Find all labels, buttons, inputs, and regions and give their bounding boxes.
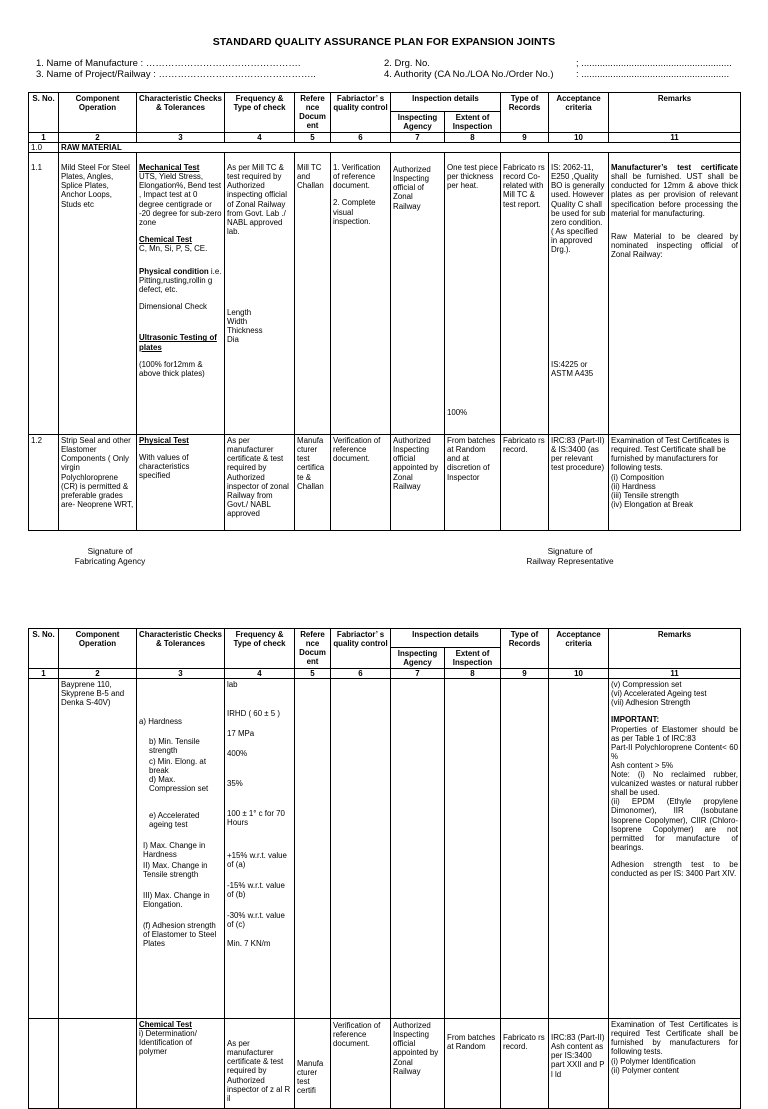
remarks-important: Properties of Elastomer should be as per Table 1 of IRC:83 Part-II Polychloroprene Content< 60 % Ash content > 5% Note: (i) No reclaimed rubber, vulcanized wastes or natural rubber shall be used. (ii) EPDM (Ethyle propylene Dimonomer), IIR (Isobutane Isoprene Copolymer), CIIR (Chloro-Isoprene Copolymer) are not permitted for manufacture of bearings. bbox=[611, 724, 738, 852]
checks-cell bbox=[137, 153, 225, 435]
check-value: -15% w.r.t. value of (b) bbox=[227, 881, 285, 900]
chemical-test-heading: Chemical Test bbox=[139, 234, 192, 244]
col-number: 9 bbox=[501, 669, 549, 679]
col-component-header: Component Operation bbox=[59, 93, 137, 133]
col-fabricator-qc-header: Fabriactor’ s quality control bbox=[331, 629, 391, 669]
check-value: 400% bbox=[227, 749, 248, 759]
col-acceptance-header: Acceptance criteria bbox=[549, 629, 609, 669]
remarks-cell bbox=[609, 679, 741, 1019]
chemical-test-heading: Chemical Test bbox=[139, 1020, 192, 1030]
col-reference-header: Refere nce Docum ent bbox=[295, 629, 331, 669]
qap-table-page1 bbox=[28, 92, 741, 531]
remarks-cell bbox=[609, 153, 741, 435]
col-number: 1 bbox=[29, 669, 59, 679]
col-reference-header: Refere nce Docum ent bbox=[295, 93, 331, 133]
physical-condition-text: i.e. Pitting,rusting,rollin g defect, etc. bbox=[139, 267, 222, 295]
col-inspection-details-header: Inspection details bbox=[391, 93, 501, 112]
col-number: 8 bbox=[445, 133, 501, 143]
remarks-cell: Examination of Test Certificates is required Test Certificate shall be furnished by manufacturers for following tests. (i) Polymer Identification (ii) Polymer content bbox=[609, 1019, 741, 1109]
remarks-text: shall be furnished. UST shall be conducted for 12mm & above thick plates as per provision of relevant specification before processing the material for manufacturing. bbox=[611, 172, 738, 218]
reference-cell: Mill TC and Challan bbox=[295, 153, 331, 435]
ultrasonic-test-heading: Ultrasonic Testing of plates bbox=[139, 333, 217, 352]
col-agency-header: Inspecting Agency bbox=[391, 112, 445, 133]
fabricator-qc-cell bbox=[331, 679, 391, 1019]
reference-cell: Manufa cturer test certifica te & Challan bbox=[295, 435, 331, 531]
col-number: 3 bbox=[137, 133, 225, 143]
mechanical-test-heading: Mechanical Test bbox=[139, 163, 200, 173]
drg-no-value: ; ......................................................... bbox=[576, 58, 732, 69]
fabricator-qc-cell bbox=[331, 153, 391, 435]
extent-cell bbox=[445, 153, 501, 435]
check-item: (f) Adhesion strength of Elastomer to Steel Plates bbox=[143, 921, 217, 949]
checks-cell bbox=[137, 679, 225, 1019]
check-item: e) Accelerated ageing test bbox=[149, 811, 200, 830]
col-number: 9 bbox=[501, 133, 549, 143]
col-number: 6 bbox=[331, 669, 391, 679]
check-value: Min. 7 KN/m bbox=[227, 939, 271, 949]
records-cell: Fabricato rs record. bbox=[501, 435, 549, 531]
agency-cell bbox=[391, 679, 445, 1019]
check-item: III) Max. Change in Elongation. bbox=[143, 891, 210, 910]
frequency-cell bbox=[225, 153, 295, 435]
signature-railway-representative: Signature of Railway Representative bbox=[526, 546, 614, 566]
table-row bbox=[29, 153, 741, 435]
extent-text: One test piece per thickness per heat. bbox=[447, 163, 498, 191]
dimension-list: Length Width Thickness Dia bbox=[227, 307, 263, 345]
component-cell: Bayprene 110, Skyprene B-5 and Denka S-40V) bbox=[59, 679, 137, 1019]
frequency-cell: As per manufacturer certificate & test required by Authorized inspector of z al R il bbox=[225, 1019, 295, 1109]
ultrasonic-test-text: (100% for12mm & above thick plates) bbox=[139, 359, 205, 378]
row-number: 1.1 bbox=[29, 153, 59, 435]
remarks-cell: Examination of Test Certificates is required. Test Certificate shall be furnished by manufacturers for following tests. (i) Composition (ii) Hardness (iii) Tensile strength (iv) Elongation at Break bbox=[609, 435, 741, 531]
table-row bbox=[29, 1019, 741, 1109]
col-extent-header: Extent of Inspection bbox=[445, 112, 501, 133]
section-row bbox=[29, 143, 741, 153]
records-cell: Fabricato rs record Co-related with Mill TC & test report. bbox=[501, 153, 549, 435]
frequency-text: As per Mill TC & test required by Authorized inspecting official of Zonal Railway from Govt. Lab ./ NABL approved lab. bbox=[227, 163, 287, 236]
col-number: 3 bbox=[137, 669, 225, 679]
extent-cell: From batches at Random bbox=[445, 1019, 501, 1109]
frequency-cell: As per manufacturer certificate & test required by Authorized inspector of zonal Railway from Govt./ NABL approved bbox=[225, 435, 295, 531]
chemical-test-text: C, Mn, Si, P, S, CE. bbox=[139, 243, 208, 253]
acceptance-cell bbox=[549, 153, 609, 435]
project-field: 3. Name of Project/Railway : ………………………………………….. bbox=[36, 69, 316, 80]
fabricator-qc-cell: Verification of reference document. bbox=[331, 1019, 391, 1109]
check-value: 100 ± 1° c for 70 Hours bbox=[227, 809, 285, 828]
dimensional-check: Dimensional Check bbox=[139, 302, 207, 312]
check-value: -30% w.r.t. value of (c) bbox=[227, 911, 285, 930]
col-number: 8 bbox=[445, 669, 501, 679]
remarks-bold: Manufacturer’s test certificate bbox=[611, 163, 738, 173]
acceptance-ultrasonic: IS:4225 or ASTM A435 bbox=[551, 360, 594, 379]
col-number: 5 bbox=[295, 669, 331, 679]
col-number: 1 bbox=[29, 133, 59, 143]
row-number: 1.2 bbox=[29, 435, 59, 531]
col-remarks-header: Remarks bbox=[609, 629, 741, 669]
fqc-item: 2. Complete visual inspection. bbox=[333, 198, 376, 226]
col-number: 4 bbox=[225, 669, 295, 679]
col-sno-header: S. No. bbox=[29, 93, 59, 133]
col-records-header: Type of Records bbox=[501, 629, 549, 669]
check-value: +15% w.r.t. value of (a) bbox=[227, 851, 287, 870]
fqc-item: 1. Verification of reference document. bbox=[333, 163, 381, 191]
col-number: 10 bbox=[549, 669, 609, 679]
acceptance-cell: IRC:83 (Part-II) & IS:3400 (as per relevant test procedure) bbox=[549, 435, 609, 531]
authority-value: : ........................................................ bbox=[576, 69, 730, 80]
col-agency-header: Inspecting Agency bbox=[391, 648, 445, 669]
col-frequency-header: Frequency & Type of check bbox=[225, 93, 295, 133]
col-number: 11 bbox=[609, 133, 741, 143]
agency-cell: Authorized Inspecting official appointed by Zonal Railway bbox=[391, 435, 445, 531]
check-value: 35% bbox=[227, 779, 243, 789]
component-cell: Strip Seal and other Elastomer Components ( Only virgin Polychloroprene (CR) is permitted & preferable grades are- Neoprene WRT, bbox=[59, 435, 137, 531]
remarks-adhesion: Adhesion strength test to be conducted as per IS: 3400 Part XIV. bbox=[611, 859, 738, 878]
check-item: c) Min. Elong. at break bbox=[149, 757, 207, 776]
qap-table-page2 bbox=[28, 628, 741, 1109]
remarks-text-2: Raw Material to be cleared by nominated inspecting official of Zonal Railway: bbox=[611, 231, 738, 259]
check-item: II) Max. Change in Tensile strength bbox=[143, 861, 208, 880]
col-remarks-header: Remarks bbox=[609, 93, 741, 133]
section-title: RAW MATERIAL bbox=[59, 143, 741, 153]
check-value: 17 MPa bbox=[227, 729, 255, 739]
important-heading: IMPORTANT: bbox=[611, 715, 660, 725]
frequency-cell bbox=[225, 679, 295, 1019]
check-item: d) Max. Compression set bbox=[149, 775, 209, 794]
table-row bbox=[29, 679, 741, 1019]
col-frequency-header: Frequency & Type of check bbox=[225, 629, 295, 669]
col-records-header: Type of Records bbox=[501, 93, 549, 133]
authority-label: 4. Authority (CA No./LOA No./Order No.) bbox=[384, 69, 554, 80]
physical-test-text: With values of characteristics specified bbox=[139, 453, 190, 481]
checks-cell bbox=[137, 1019, 225, 1109]
extent-cell: From batches at Random and at discretion of Inspector bbox=[445, 435, 501, 531]
section-number: 1.0 bbox=[29, 143, 59, 153]
records-cell: Fabricato rs record. bbox=[501, 1019, 549, 1109]
fabricator-qc-cell: Verification of reference document. bbox=[331, 435, 391, 531]
col-number: 4 bbox=[225, 133, 295, 143]
check-item: a) Hardness bbox=[139, 717, 182, 727]
acceptance-text: IS: 2062-11, E250 ,Quality BO is generally used. However Quality C shall be used for sub zero condition. ( As specified in approved Drg.). bbox=[551, 163, 606, 255]
row-number bbox=[29, 679, 59, 1019]
records-cell bbox=[501, 679, 549, 1019]
component-cell: Mild Steel For Steel Plates, Angles, Splice Plates, Anchor Loops, Studs etc bbox=[59, 153, 137, 435]
remarks-top: (v) Compression set (vi) Accelerated Ageing test (vii) Adhesion Strength bbox=[611, 680, 707, 708]
table-row bbox=[29, 435, 741, 531]
header-row bbox=[29, 93, 741, 112]
col-number: 2 bbox=[59, 669, 137, 679]
col-component-header: Component Operation bbox=[59, 629, 137, 669]
document-title: STANDARD QUALITY ASSURANCE PLAN FOR EXPANSION JOINTS bbox=[212, 36, 556, 48]
col-number: 6 bbox=[331, 133, 391, 143]
row-number bbox=[29, 1019, 59, 1109]
manufacturer-field: 1. Name of Manufacture : …………………………………………. bbox=[36, 58, 301, 69]
col-acceptance-header: Acceptance criteria bbox=[549, 93, 609, 133]
check-value: IRHD ( 60 ± 5 ) bbox=[227, 709, 280, 719]
signature-fabricating-agency: Signature of Fabricating Agency bbox=[74, 546, 146, 566]
checks-cell bbox=[137, 435, 225, 531]
physical-condition-heading: Physical condition bbox=[139, 267, 209, 277]
component-cell bbox=[59, 1019, 137, 1109]
agency-cell: Authorized Inspecting official appointed by Zonal Railway bbox=[391, 1019, 445, 1109]
col-number: 7 bbox=[391, 133, 445, 143]
reference-cell: Manufa cturer test certifi bbox=[295, 1019, 331, 1109]
reference-cell bbox=[295, 679, 331, 1019]
mechanical-test-text: UTS, Yield Stress, Elongation%, Bend test , Impact test at 0 degree centigrade or -20 degree for sub-zero zone bbox=[139, 172, 222, 227]
col-checks-header: Characteristic Checks & Tolerances bbox=[137, 93, 225, 133]
check-item: I) Max. Change in Hardness bbox=[143, 841, 206, 860]
col-number: 5 bbox=[295, 133, 331, 143]
column-number-row bbox=[29, 133, 741, 143]
check-item: b) Min. Tensile strength bbox=[149, 737, 200, 756]
col-inspection-details-header: Inspection details bbox=[391, 629, 501, 648]
agency-cell: Authorized Inspecting official of Zonal Railway bbox=[391, 153, 445, 435]
extent-cell bbox=[445, 679, 501, 1019]
extent-ultrasonic: 100% bbox=[447, 408, 468, 418]
col-number: 2 bbox=[59, 133, 137, 143]
frequency-text: lab bbox=[227, 680, 238, 690]
col-number: 11 bbox=[609, 669, 741, 679]
column-number-row bbox=[29, 669, 741, 679]
acceptance-cell: IRC:83 (Part-II) Ash content as per IS:3400 part XXII and P l ld bbox=[549, 1019, 609, 1109]
drg-no-label: 2. Drg. No. bbox=[384, 58, 430, 69]
col-number: 7 bbox=[391, 669, 445, 679]
col-fabricator-qc-header: Fabriactor’ s quality control bbox=[331, 93, 391, 133]
col-number: 10 bbox=[549, 133, 609, 143]
col-checks-header: Characteristic Checks & Tolerances bbox=[137, 629, 225, 669]
physical-test-heading: Physical Test bbox=[139, 436, 189, 446]
col-sno-header: S. No. bbox=[29, 629, 59, 669]
header-row bbox=[29, 629, 741, 648]
chemical-test-item: i) Determination/ Identification of polymer bbox=[139, 1029, 197, 1057]
col-extent-header: Extent of Inspection bbox=[445, 648, 501, 669]
acceptance-cell bbox=[549, 679, 609, 1019]
